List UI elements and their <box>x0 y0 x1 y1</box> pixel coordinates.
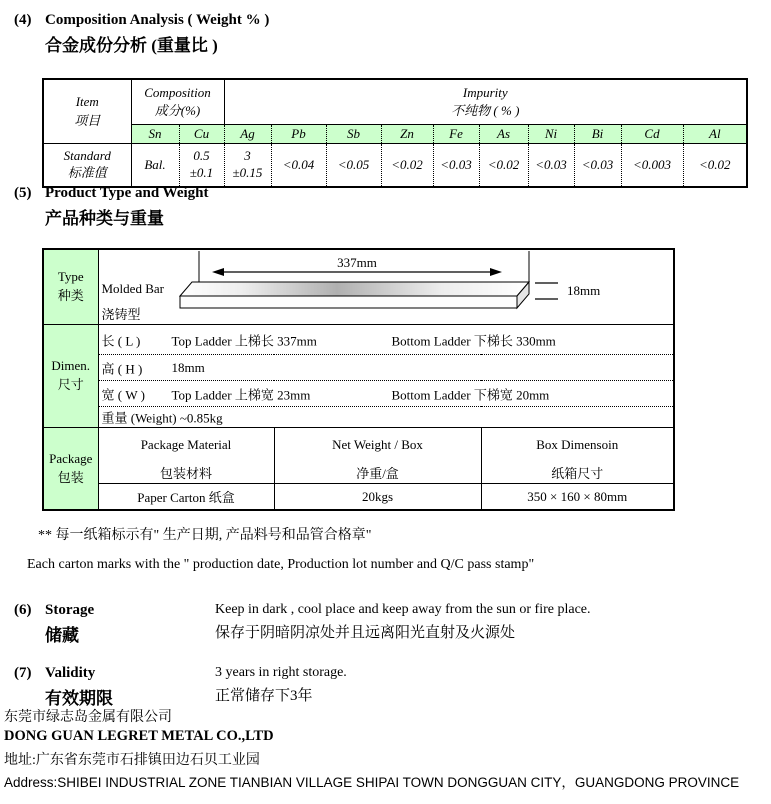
package-header-netweight <box>274 428 481 484</box>
storage-text-zh: 保存于阴暗阴凉处并且远离阳光直射及火源处 <box>215 625 516 641</box>
composition-label-zh: 成分(%) <box>154 103 201 118</box>
impurity-label-en: Impurity <box>462 84 508 100</box>
element-header-zn: Zn <box>381 125 433 144</box>
dimen-row-weight <box>98 407 674 428</box>
dimen-length-top: Top Ladder 上梯长 337mm <box>171 333 317 348</box>
value-zn: <0.02 <box>381 144 433 188</box>
package-value-netweight: 20kgs <box>274 484 481 511</box>
element-header-pb: Pb <box>271 125 326 144</box>
value-ni: <0.03 <box>528 144 574 188</box>
value-cd: <0.003 <box>621 144 683 188</box>
arrowhead-left-icon <box>212 268 224 276</box>
section4-title-en: Composition Analysis ( Weight % ) <box>45 12 270 28</box>
item-label-en: Item <box>75 94 99 110</box>
type-value-cell <box>98 249 674 325</box>
value-al: <0.02 <box>699 156 731 172</box>
package-header-boxdim <box>481 428 674 484</box>
section7-label-zh: 有效期限 <box>45 689 113 708</box>
package-value-material: Paper Carton 纸盒 <box>98 484 274 511</box>
validity-text-zh: 正常储存下3年 <box>215 688 313 704</box>
value-bi: <0.03 <box>574 144 621 188</box>
length-dimension-label: 337mm <box>336 255 377 270</box>
element-header-bi: Bi <box>574 125 621 144</box>
storage-text-en: Keep in dark , cool place and keep away from the sun or fire place. <box>215 602 591 617</box>
item-header-cell <box>43 79 131 144</box>
package-label-en: Package <box>49 450 93 466</box>
section6-number: (6) <box>14 602 32 618</box>
standard-value-row <box>43 144 747 188</box>
dimen-length-bottom: Bottom Ladder 下梯长 330mm <box>391 333 556 348</box>
dimen-row-height <box>98 355 674 381</box>
section5-title-en: Product Type and Weight <box>45 185 209 201</box>
dimen-height-name: 高 ( H ) <box>101 361 143 376</box>
value-ag-line1: 3 <box>244 148 251 164</box>
element-header-sn: Sn <box>131 125 179 144</box>
package-label-cell <box>43 428 98 511</box>
section6-label-en: Storage <box>45 602 95 618</box>
impurity-header-cell <box>224 79 747 125</box>
validity-text-en: 3 years in right storage. <box>215 665 347 680</box>
package-netweight-en: Net Weight / Box <box>332 437 423 452</box>
dimen-length-name: 长 ( L ) <box>101 333 141 348</box>
element-header-as: As <box>479 125 528 144</box>
company-name-zh: 东莞市绿志岛金属有限公司 <box>4 710 172 725</box>
section6-label-zh: 储藏 <box>45 626 79 645</box>
carton-note-en: Each carton marks with the " production date, Production lot number and Q/C pass stamp" <box>27 557 535 572</box>
section4-title-zh: 合金成份分析 (重量比 ) <box>45 36 218 55</box>
standard-label-cell <box>43 144 131 188</box>
type-value-zh: 浇铸型 <box>101 307 141 322</box>
arrowhead-right-icon <box>490 268 502 276</box>
section5-number: (5) <box>14 185 32 201</box>
type-label-cell <box>43 249 98 325</box>
package-label-zh: 包装 <box>57 469 84 485</box>
bar-front-face <box>180 296 517 308</box>
section7-number: (7) <box>14 665 32 681</box>
value-sb: <0.05 <box>326 144 381 188</box>
value-sn: Bal. <box>131 144 179 188</box>
type-label-en: Type <box>57 269 84 285</box>
dimen-row-length <box>98 325 674 355</box>
dimen-width-bottom: Bottom Ladder 下梯宽 20mm <box>391 387 550 402</box>
package-material-en: Package Material <box>140 437 232 452</box>
dimen-width-top: Top Ladder 上梯宽 23mm <box>171 387 311 402</box>
composition-table <box>42 78 748 188</box>
type-label-zh: 种类 <box>57 288 84 303</box>
value-as: <0.02 <box>479 144 528 188</box>
height-dimension-label: 18mm <box>566 283 600 298</box>
dimen-label-en: Dimen. <box>51 358 91 374</box>
element-header-ni: Ni <box>528 125 574 144</box>
item-label-zh: 项目 <box>74 112 101 128</box>
dimen-label-zh: 尺寸 <box>57 377 84 392</box>
package-header-material <box>98 428 274 484</box>
company-name-en: DONG GUAN LEGRET METAL CO.,LTD <box>4 728 274 744</box>
value-cu <box>179 144 224 188</box>
element-header-cu: Cu <box>179 125 224 144</box>
package-material-zh: 包装材料 <box>159 466 212 481</box>
carton-note-zh: ** 每一纸箱标示有" 生产日期, 产品料号和品管合格章" <box>38 528 372 543</box>
dimen-row-width <box>98 381 674 407</box>
element-header-cd: Cd <box>621 125 683 144</box>
element-header-fe: Fe <box>433 125 479 144</box>
dimen-height-value: 18mm <box>171 359 205 375</box>
package-value-boxdim: 350 × 160 × 80mm <box>481 484 674 511</box>
company-address-en: Address:SHIBEI INDUSTRIAL ZONE TIANBIAN VILLAGE SHIPAI TOWN DONGGUAN CITY，GUANGDONG PROVINCE <box>4 775 740 790</box>
product-table <box>42 248 675 511</box>
element-header-sb: Sb <box>326 125 381 144</box>
value-fe: <0.03 <box>433 144 479 188</box>
dimen-label-cell <box>43 325 98 428</box>
company-address-zh: 地址:广东省东莞市石排镇田边石贝工业园 <box>4 753 260 768</box>
dimen-weight-name: 重量 (Weight) ~0.85kg <box>101 410 223 426</box>
package-netweight-zh: 净重/盒 <box>356 466 399 481</box>
standard-label-en: Standard <box>63 148 111 164</box>
standard-label-zh: 标准值 <box>67 165 107 181</box>
composition-label-en: Composition <box>144 84 211 100</box>
section5-title-zh: 产品种类与重量 <box>45 209 164 228</box>
package-boxdim-en: Box Dimensoin <box>536 437 619 452</box>
element-header-row <box>43 125 747 144</box>
package-boxdim-zh: 纸箱尺寸 <box>551 466 604 481</box>
value-ag <box>224 144 271 188</box>
value-cu-line2: ±0.1 <box>189 165 214 181</box>
type-value-en: Molded Bar <box>101 281 164 296</box>
section7-label-en: Validity <box>45 665 96 681</box>
value-ag-line2: ±0.15 <box>232 165 263 181</box>
element-header-al: Al <box>683 125 747 144</box>
value-pb: <0.04 <box>271 144 326 188</box>
impurity-label-zh: 不纯物 ( % ) <box>451 103 520 118</box>
dimen-width-name: 宽 ( W ) <box>101 387 145 402</box>
composition-header-cell <box>131 79 224 125</box>
molded-bar-diagram <box>99 250 675 324</box>
bar-top-face <box>180 282 529 296</box>
element-header-ag: Ag <box>224 125 271 144</box>
section4-number: (4) <box>14 12 32 28</box>
value-cu-line1: 0.5 <box>193 148 210 164</box>
